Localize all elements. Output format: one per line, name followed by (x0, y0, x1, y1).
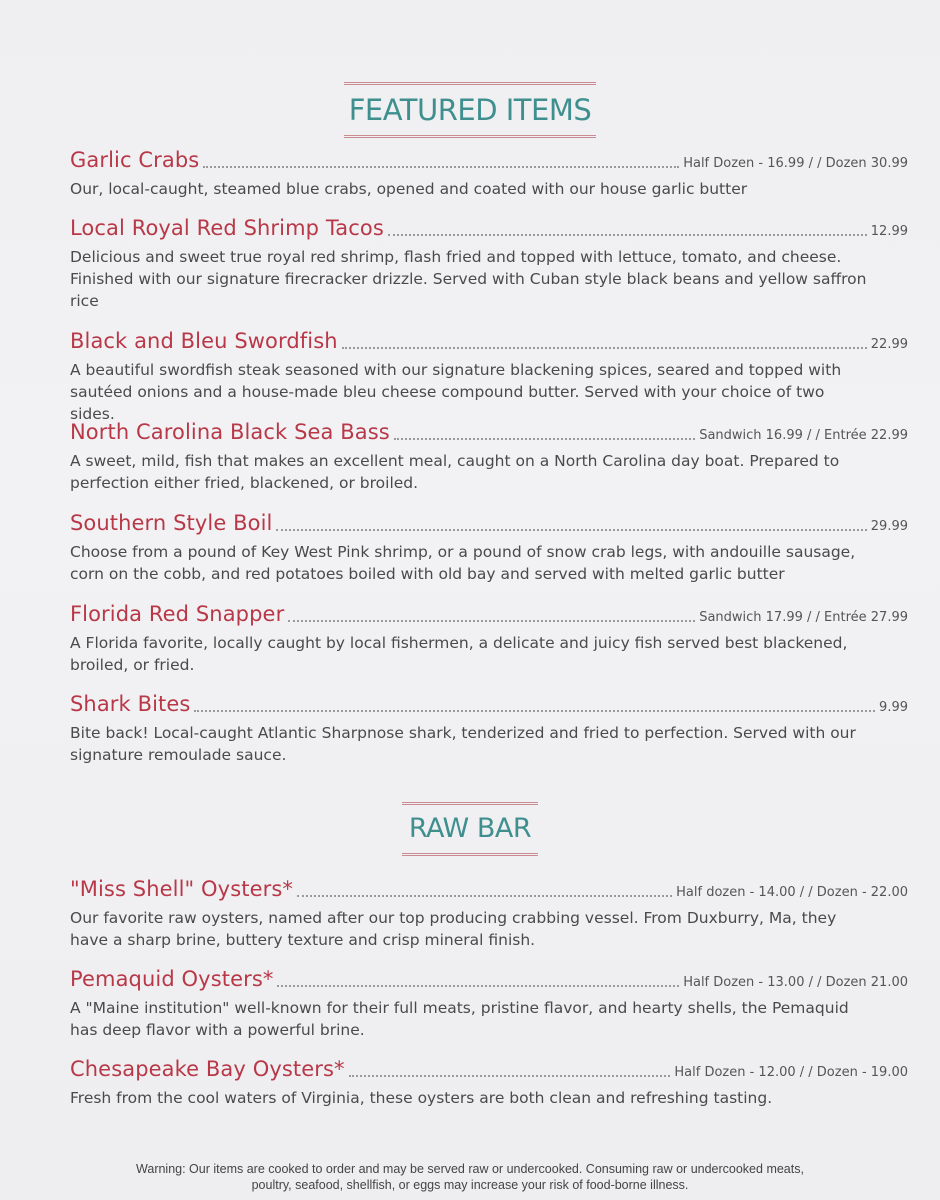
item-name: Chesapeake Bay Oysters* (70, 1057, 345, 1081)
menu-item (70, 511, 908, 585)
item-description: Choose from a pound of Key West Pink shrimp, or a pound of snow crab legs, with andouille sausage, corn on the cobb, and red potatoes boiled with old bay and served with melted garlic butter (70, 543, 856, 583)
item-name: Florida Red Snapper (70, 602, 285, 626)
menu-item (70, 420, 908, 494)
item-description: A "Maine institution" well-known for their full meats, pristine flavor, and hearty shells, the Pemaquid has deep flavor with a powerful brine. (70, 999, 849, 1039)
item-name: Local Royal Red Shrimp Tacos (70, 216, 384, 240)
item-name: Black and Bleu Swordfish (70, 329, 338, 353)
dot-leader (194, 709, 875, 712)
raw-bar-header (0, 802, 940, 856)
item-name: "Miss Shell" Oysters* (70, 877, 293, 901)
item-price: Half Dozen - 13.00 / / Dozen 21.00 (683, 975, 908, 990)
item-price: 9.99 (879, 700, 908, 715)
item-description: A beautiful swordfish steak seasoned with our signature blackening spices, seared and topped with sautéed onions and a house-made bleu cheese compound butter. Served with your choice of two sides. (70, 361, 842, 423)
menu-item (70, 602, 908, 676)
item-name: Pemaquid Oysters* (70, 967, 274, 991)
item-name: Garlic Crabs (70, 148, 200, 172)
item-description: A sweet, mild, fish that makes an excellent meal, caught on a North Carolina day boat. Prepared to perfection either fried, blackened, or broiled. (70, 452, 840, 492)
item-price: Half dozen - 14.00 / / Dozen - 22.00 (676, 885, 908, 900)
item-price: 22.99 (870, 337, 908, 352)
dot-leader (342, 346, 867, 349)
item-price: Half Dozen - 16.99 / / Dozen 30.99 (683, 156, 908, 171)
menu-item (70, 967, 908, 1041)
raw-bar-title: RAW BAR (408, 813, 532, 844)
item-price: Sandwich 17.99 / / Entrée 27.99 (699, 610, 908, 625)
item-name: North Carolina Black Sea Bass (70, 420, 390, 444)
dot-leader (349, 1074, 671, 1077)
menu-item (70, 1057, 908, 1109)
dot-leader (394, 437, 695, 440)
dot-leader (203, 165, 679, 168)
item-price: Half Dozen - 12.00 / / Dozen - 19.00 (674, 1065, 908, 1080)
warning-line-1: Warning: Our items are cooked to order and may be served raw or undercooked. Consuming raw or undercooked meats, (136, 1162, 804, 1176)
item-description: Our, local-caught, steamed blue crabs, opened and coated with our house garlic butter (70, 180, 748, 198)
menu-item (70, 148, 908, 200)
item-description: Delicious and sweet true royal red shrimp, flash fried and topped with lettuce, tomato, and cheese. Finished with our signature firecracker drizzle. Served with Cuban style black beans and yellow saffron rice (70, 248, 867, 310)
warning-line-2: poultry, seafood, shellfish, or eggs may increase your risk of food-borne illness. (251, 1178, 689, 1192)
item-description: Fresh from the cool waters of Virginia, these oysters are both clean and refreshing tasting. (70, 1089, 773, 1107)
item-name: Southern Style Boil (70, 511, 273, 535)
menu-item (70, 692, 908, 766)
menu-item (70, 877, 908, 951)
item-name: Shark Bites (70, 692, 191, 716)
item-price: Sandwich 16.99 / / Entrée 22.99 (699, 428, 908, 443)
dot-leader (297, 894, 672, 897)
menu-item (70, 329, 908, 425)
featured-items-title: FEATURED ITEMS (348, 93, 592, 127)
dot-leader (277, 984, 679, 987)
item-price: 12.99 (870, 224, 908, 239)
featured-items-header (0, 82, 940, 138)
dot-leader (388, 233, 867, 236)
item-price: 29.99 (870, 519, 908, 534)
food-safety-warning (0, 1161, 940, 1193)
menu-item (70, 216, 908, 312)
item-description: A Florida favorite, locally caught by local fishermen, a delicate and juicy fish served best blackened, broiled, or fried. (70, 634, 848, 674)
dot-leader (288, 619, 695, 622)
item-description: Our favorite raw oysters, named after our top producing crabbing vessel. From Duxburry, Ma, they have a sharp brine, buttery texture and crisp mineral finish. (70, 909, 837, 949)
item-description: Bite back! Local-caught Atlantic Sharpnose shark, tenderized and fried to perfection. Served with our signature remoulade sauce. (70, 724, 856, 764)
dot-leader (276, 528, 866, 531)
